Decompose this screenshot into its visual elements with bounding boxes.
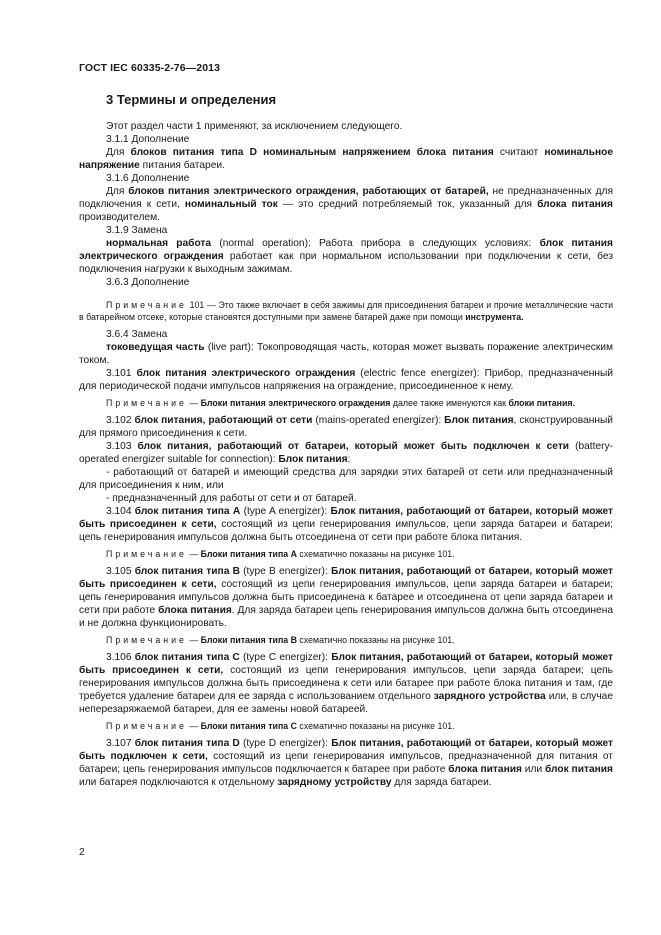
clause-3-1-1-text: Для блоков питания типа D номинальным напряжением блока питания считают номинальное напряжение питания батареи. <box>79 147 613 171</box>
clause-label-3-6-4: 3.6.4 Замена <box>106 329 168 340</box>
document-header: ГОСТ IEC 60335-2-76—2013 <box>79 62 221 74</box>
clause-3-102: 3.102 блок питания, работающий от сети (mains-operated energizer): Блок питания, сконструированный для прямого присоединения к сети. <box>79 415 613 439</box>
clause-3-107: 3.107 блок питания типа D (type D energizer): Блок питания, работающий от батареи, который может быть подключен к сети, состоящий из цепи генерирования импульсов, предназначенной для питания от батареи; цепь генерирования импульсов подключается к батарее при работе блока питания или блок питания или батарея подключаются к отдельному зарядному устройству для заряда батареи. <box>79 738 613 788</box>
note-type-a: Примечание — Блоки питания типа А схематично показаны на рисунке 101. <box>106 549 455 559</box>
clause-3-103-item-1: - работающий от батарей и имеющий средства для зарядки этих батарей от сети или предназначенный для присоединения к ним, или <box>79 467 613 491</box>
note-type-b: Примечание — Блоки питания типа В схематично показаны на рисунке 101. <box>106 635 455 645</box>
main-content <box>79 92 613 789</box>
clause-3-1-9-text: нормальная работа (normal operation): Работа прибора в следующих условиях: блок питания электрического ограждения работает как при нормальном использовании при подключении к сети, без подключения нагрузки к выходным зажимам. <box>79 238 613 275</box>
page-number: 2 <box>79 846 85 858</box>
clause-3-6-4-text: токоведущая часть (live part): Токопроводящая часть, которая может вызвать поражение электрическим током. <box>79 342 613 366</box>
clause-3-104: 3.104 блок питания типа А (type A energizer): Блок питания, работающий от батареи, который может быть присоединен к сети, состоящий из цепи генерирования импульсов, цепи заряда батареи и батареи; цепь генерирования импульсов должна быть отсоединена от сети при работе блока питания. <box>79 506 613 543</box>
section-title: 3 Термины и определения <box>106 92 277 107</box>
clause-label-3-6-3: 3.6.3 Дополнение <box>106 277 190 288</box>
clause-3-106: 3.106 блок питания типа С (type C energizer): Блок питания, работающий от батареи, который может быть присоединен к сети, состоящий из цепи генерирования импульсов, цепи заряда батареи; цепь генерирования импульсов должна быть присоединена к сети или батарее при работе блока питания и там, где требуется удаление батареи для ее заряда с использованием отдельного зарядного устройства или, в случае неперезаряжаемой батареи, для ее замены новой батареей. <box>79 652 613 715</box>
clause-label-3-1-1: 3.1.1 Дополнение <box>106 134 190 145</box>
note-type-c: Примечание — Блоки питания типа С схематично показаны на рисунке 101. <box>106 721 455 731</box>
clause-3-103: 3.103 блок питания, работающий от батареи, который может быть подключен к сети (battery-operated energizer suitable for connection): Блок питания: <box>79 441 613 465</box>
clause-label-3-1-9: 3.1.9 Замена <box>106 225 168 236</box>
clause-3-105: 3.105 блок питания типа В (type B energizer): Блок питания, работающий от батареи, который может быть присоединен к сети, состоящий из цепи генерирования импульсов, цепи заряда батареи и батареи; цепь генерирования импульсов должна быть присоединена к батарее и отсоединена от цепи заряда батареи и сети при работе блока питания. Для заряда батареи цепь генерирования импульсов должна быть отсоединена и не должна функционировать. <box>79 566 613 629</box>
clause-3-1-6-text: Для блоков питания электрического ограждения, работающих от батарей, не предназначенных для подключения к сети, номинальный ток — это средний потребляемый ток, указанный для блока питания производителем. <box>79 186 613 223</box>
intro-paragraph: Этот раздел части 1 применяют, за исключением следующего. <box>106 121 403 132</box>
clause-label-3-1-6: 3.1.6 Дополнение <box>106 173 190 184</box>
clause-3-103-item-2: - предназначенный для работы от сети и от батарей. <box>106 493 357 504</box>
note-101: Примечание 101 — Это также включает в себя зажимы для присоединения батареи и прочие металлические части в батарейном отсеке, которые становятся доступными при замене батарей даже при помощи инструмента. <box>79 300 613 322</box>
note-fence-energizers: Примечание — Блоки питания электрического ограждения далее также именуются как блоки питания. <box>106 398 575 408</box>
clause-3-101: 3.101 блок питания электрического ограждения (electric fence energizer): Прибор, предназначенный для периодической подачи импульсов напряжения на ограждение, присоединенное к нему. <box>79 368 613 392</box>
